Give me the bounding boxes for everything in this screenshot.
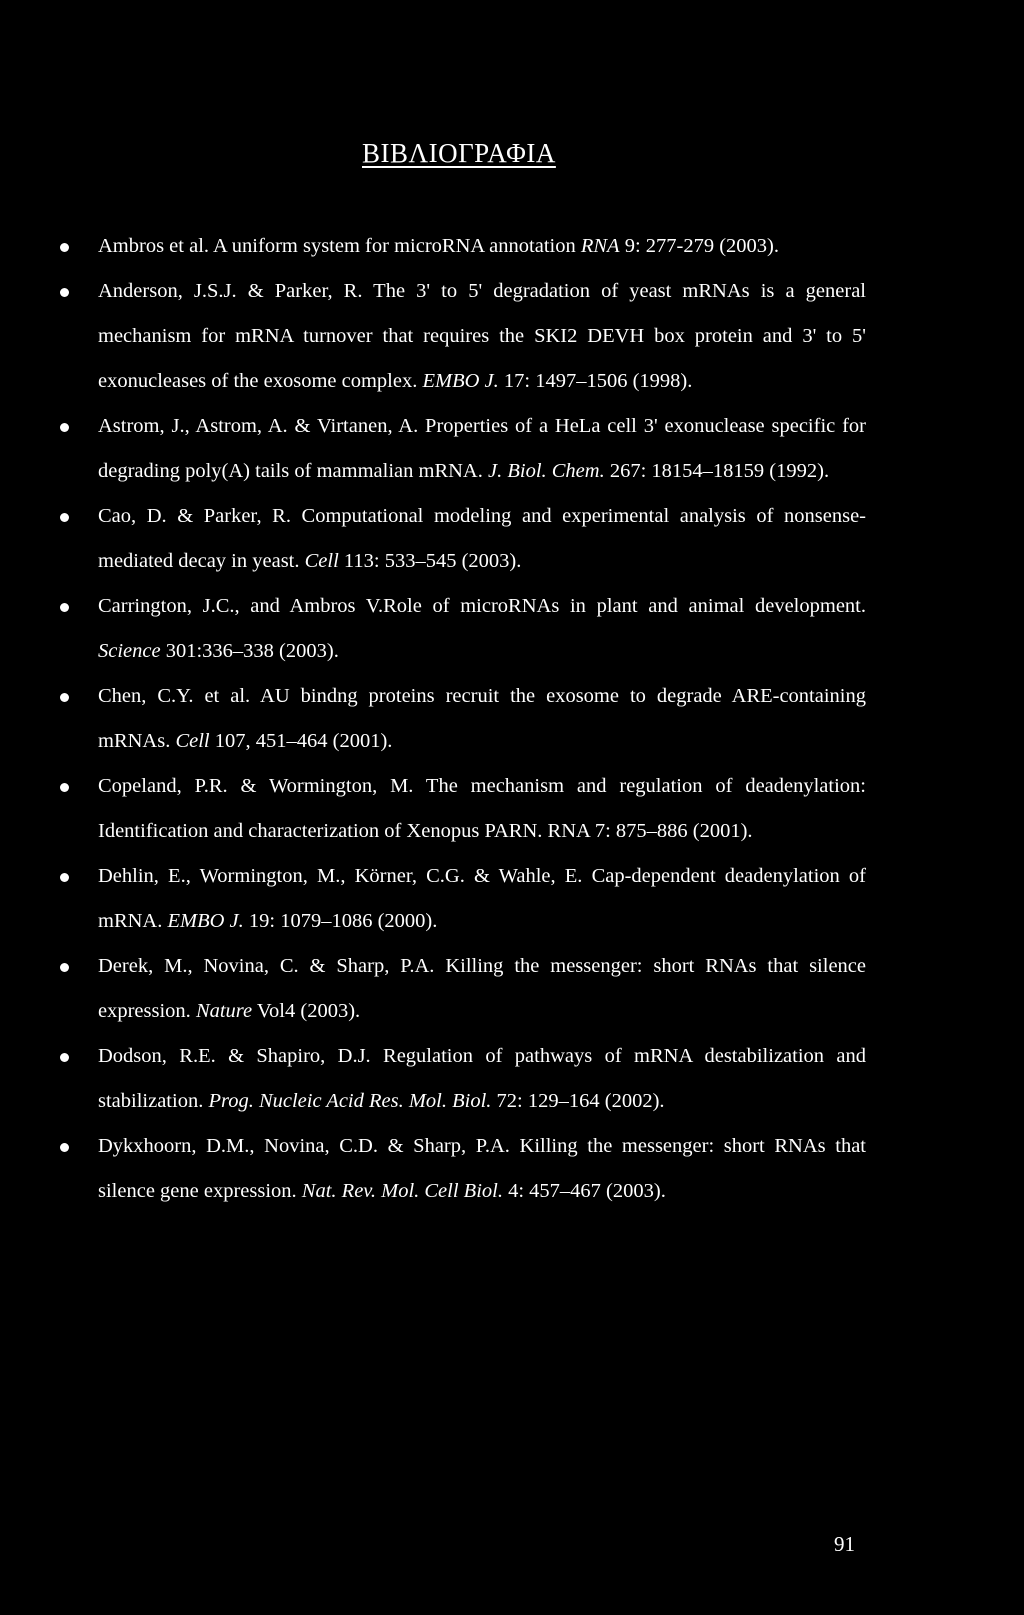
reference-text: Vol4 (2003). <box>252 1000 361 1022</box>
reference-text: 4: 457–467 (2003). <box>502 1180 666 1202</box>
reference-item <box>58 494 866 584</box>
reference-text: 113: 533–545 (2003). <box>338 550 522 572</box>
reference-text: Astrom, J., Astrom, A. & Virtanen, A. Properties of a HeLa cell 3' exonuclease specific for degrading poly(A) tails of mammalian mRNA. <box>98 415 866 482</box>
reference-text: 301:336–338 (2003). <box>160 640 339 662</box>
reference-text: 9: 277-279 (2003). <box>619 235 779 257</box>
reference-text: 19: 1079–1086 (2000). <box>243 910 438 932</box>
reference-journal: Cell <box>304 550 339 572</box>
reference-journal: Prog. Nucleic Acid Res. Mol. Biol. <box>208 1090 492 1112</box>
reference-text: Dodson, R.E. & Shapiro, D.J. Regulation of pathways of mRNA destabilization and stabilization. <box>98 1045 866 1112</box>
bullet-icon <box>60 288 69 297</box>
bullet-icon <box>60 1053 69 1062</box>
page-number: 91 <box>834 1532 855 1556</box>
reference-item <box>58 764 866 854</box>
reference-journal: Science <box>98 640 161 662</box>
reference-item <box>58 269 866 404</box>
reference-item <box>58 674 866 764</box>
reference-text: Ambros et al. A uniform system for microRNA annotation <box>98 235 581 257</box>
reference-item <box>58 584 866 674</box>
reference-text: Carrington, J.C., and Ambros V.Role of microRNAs in plant and animal development. <box>98 595 866 617</box>
reference-text: Cao, D. & Parker, R. Computational modeling and experimental analysis of nonsense-mediated decay in yeast. <box>98 505 866 572</box>
reference-item <box>58 944 866 1034</box>
bullet-icon <box>60 603 69 612</box>
reference-text: 17: 1497–1506 (1998). <box>498 370 693 392</box>
reference-text: 107, 451–464 (2001). <box>209 730 393 752</box>
reference-item <box>58 224 866 269</box>
reference-text: Dehlin, E., Wormington, M., Körner, C.G. & Wahle, E. Cap-dependent deadenylation of mRNA. <box>98 865 866 932</box>
bullet-icon <box>60 873 69 882</box>
bullet-icon <box>60 423 69 432</box>
bullet-icon <box>60 963 69 972</box>
reference-list <box>58 224 866 1214</box>
reference-journal: Nature <box>195 1000 253 1022</box>
bullet-icon <box>60 783 69 792</box>
reference-journal: RNA <box>580 235 620 257</box>
reference-text: Dykxhoorn, D.M., Novina, C.D. & Sharp, P.A. Killing the messenger: short RNAs that silence gene expression. <box>98 1135 866 1202</box>
reference-text: Chen, C.Y. et al. AU bindng proteins recruit the exosome to degrade ARE-containing mRNAs. <box>98 685 866 752</box>
reference-journal: Cell <box>175 730 210 752</box>
page-title: ΒΙΒΛΙΟΓΡΑΦΙΑ <box>362 138 556 168</box>
reference-item <box>58 854 866 944</box>
reference-journal: J. Biol. Chem. <box>488 460 605 482</box>
reference-journal: EMBO J. <box>422 370 499 392</box>
reference-text: 72: 129–164 (2002). <box>491 1090 665 1112</box>
bullet-icon <box>60 513 69 522</box>
reference-item <box>58 1124 866 1214</box>
reference-journal: Nat. Rev. Mol. Cell Biol. <box>301 1180 503 1202</box>
reference-journal: EMBO J. <box>167 910 244 932</box>
reference-item <box>58 1034 866 1124</box>
reference-text: Derek, M., Novina, C. & Sharp, P.A. Killing the messenger: short RNAs that silence expression. <box>98 955 866 1022</box>
bullet-icon <box>60 1143 69 1152</box>
reference-text: Copeland, P.R. & Wormington, M. The mechanism and regulation of deadenylation: Identification and characterization of Xenopus PARN. RNA 7: 875–886 (2001). <box>98 775 866 842</box>
reference-text: Anderson, J.S.J. & Parker, R. The 3' to 5' degradation of yeast mRNAs is a general mechanism for mRNA turnover that requires the SKI2 DEVH box protein and 3' to 5' exonucleases of the exosome complex. <box>98 280 866 392</box>
reference-item <box>58 404 866 494</box>
bullet-icon <box>60 693 69 702</box>
bullet-icon <box>60 243 69 252</box>
reference-text: 267: 18154–18159 (1992). <box>604 460 830 482</box>
